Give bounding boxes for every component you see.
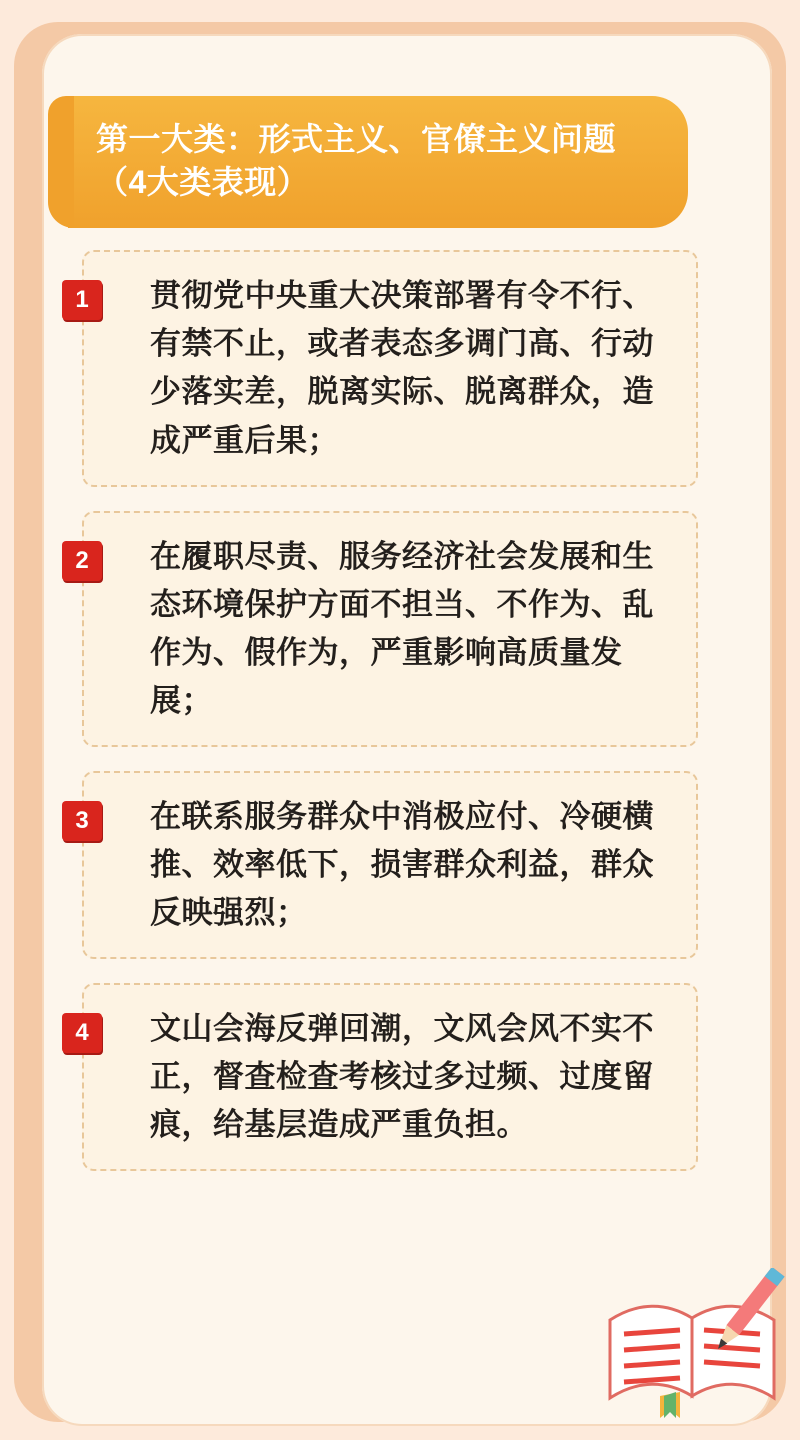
item-text: 贯彻党中央重大决策部署有令不行、有禁不止，或者表态多调门高、行动少落实差，脱离实际、脱离群众，造成严重后果； (150, 278, 654, 458)
poster-content (60, 58, 750, 1408)
item-number-badge: 3 (62, 801, 102, 841)
open-book-with-pencil-icon (600, 1268, 790, 1418)
item-number-badge: 4 (62, 1013, 102, 1053)
item-text: 在履职尽责、服务经济社会发展和生态环境保护方面不担当、不作为、乱作为、假作为，严重影响高质量发展； (150, 538, 654, 718)
list-item (75, 983, 698, 1171)
item-list (60, 250, 750, 1171)
item-text: 文山会海反弹回潮，文风会风不实不正，督查检查考核过多过频、过度留痕，给基层造成严重负担。 (150, 1010, 654, 1142)
item-number-badge: 2 (62, 541, 102, 581)
item-number-badge: 1 (62, 280, 102, 320)
section-heading-banner (68, 96, 688, 228)
list-item (75, 250, 698, 486)
item-text: 在联系服务群众中消极应付、冷硬横推、效率低下，损害群众利益，群众反映强烈； (150, 798, 654, 930)
banner-ribbon-tail (48, 96, 74, 228)
list-item (75, 511, 698, 747)
list-item (75, 771, 698, 959)
section-heading-title: 第一大类：形式主义、官僚主义问题（4大类表现） (96, 121, 617, 201)
